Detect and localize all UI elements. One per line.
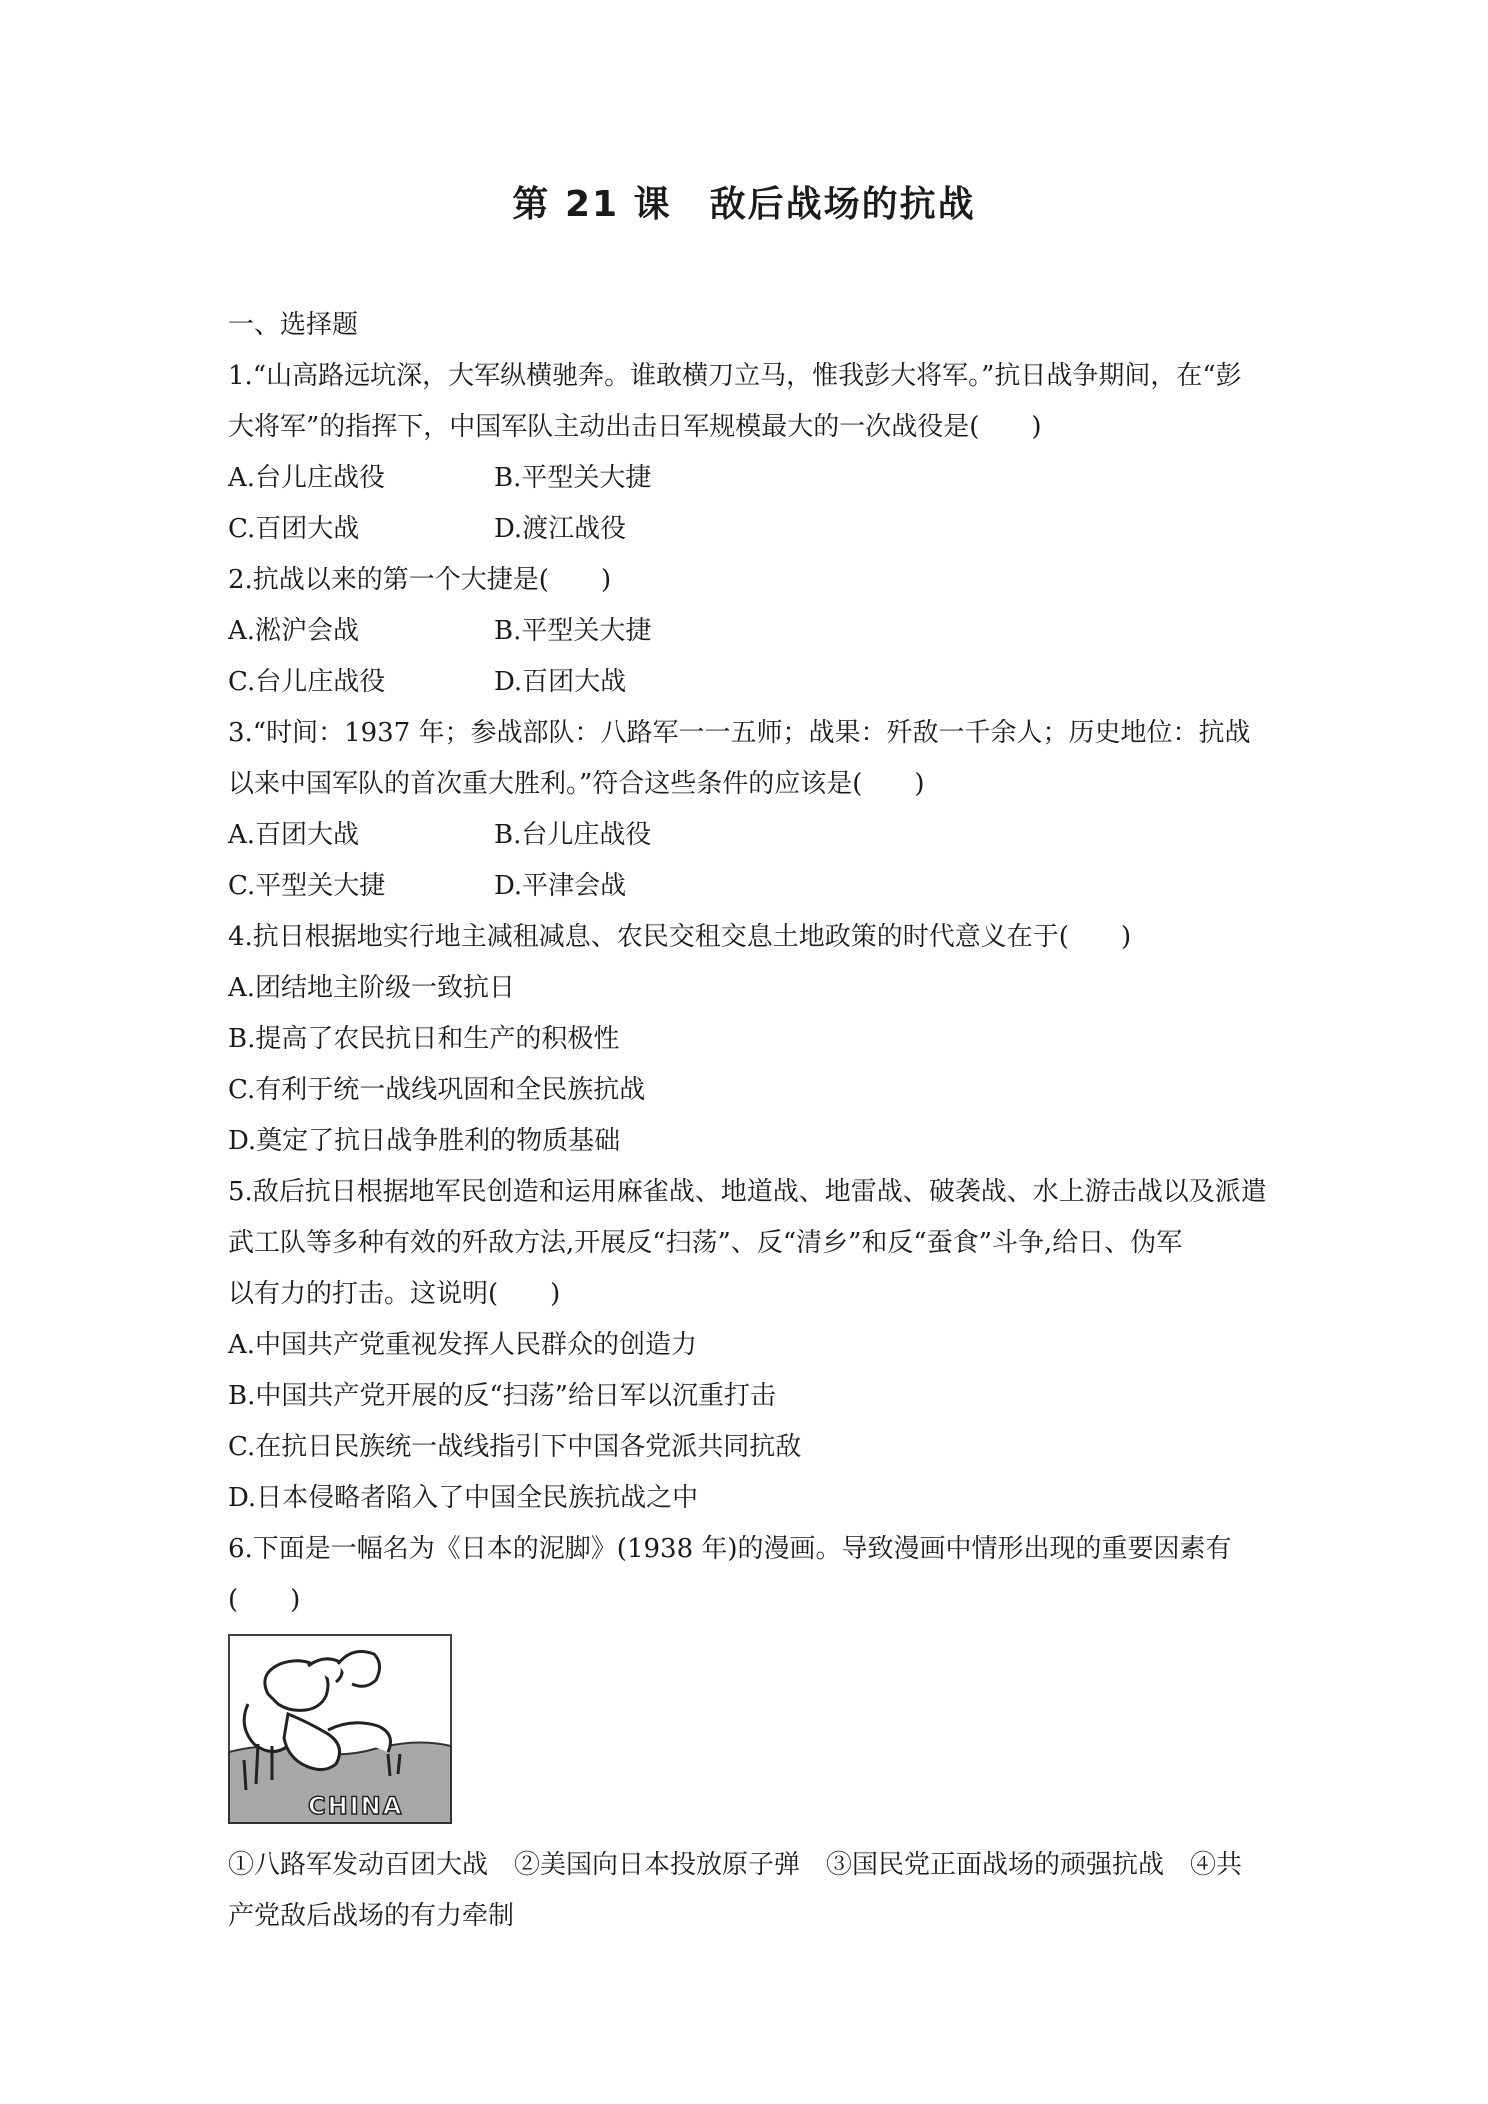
question-stem-line: 以有力的打击。这说明( ) [228, 1279, 561, 1309]
question-1 [228, 351, 1280, 555]
option-b: B.平型关大捷 [494, 463, 652, 493]
option-row [228, 606, 1280, 657]
option-a: A.淞沪会战 [228, 616, 360, 646]
statement-line: ①八路军发动百团大战 ②美国向日本投放原子弹 ③国民党正面战场的顽强抗战 ④共 [228, 1850, 1243, 1880]
option-b: B.台儿庄战役 [494, 820, 652, 850]
option-b: B.提高了农民抗日和生产的积极性 [228, 1024, 620, 1054]
cartoon-image [228, 1634, 452, 1824]
option-row [228, 504, 1280, 555]
statement-line: 产党敌后战场的有力牵制 [228, 1901, 515, 1931]
cartoon-caption: CHINA [308, 1792, 404, 1820]
question-list [228, 300, 1280, 1942]
option-c: C.平型关大捷 [228, 871, 386, 901]
question-3 [228, 708, 1280, 912]
section-heading: 一、选择题 [228, 310, 359, 340]
option-row [228, 861, 1280, 912]
question-stem-line: 4.抗日根据地实行地主减租减息、农民交租交息土地政策的时代意义在于( ) [228, 922, 1132, 952]
option-a: A.百团大战 [228, 820, 360, 850]
question-2 [228, 555, 1280, 708]
question-stem-line: 大将军”的指挥下，中国军队主动出击日军规模最大的一次战役是( ) [228, 412, 1042, 442]
option-d: D.平津会战 [494, 871, 627, 901]
question-6 [228, 1524, 1280, 1942]
option-d: D.日本侵略者陷入了中国全民族抗战之中 [228, 1483, 699, 1513]
question-stem-line: 3.“时间：1937 年；参战部队：八路军一一五师；战果：歼敌一千余人；历史地位：抗战 [228, 718, 1251, 748]
option-a: A.台儿庄战役 [228, 463, 386, 493]
option-c: C.有利于统一战线巩固和全民族抗战 [228, 1075, 646, 1105]
option-a: A.团结地主阶级一致抗日 [228, 973, 516, 1003]
option-c: C.在抗日民族统一战线指引下中国各党派共同抗敌 [228, 1432, 802, 1462]
option-row [228, 657, 1280, 708]
option-c: C.百团大战 [228, 514, 360, 544]
option-row [228, 810, 1280, 861]
option-d: D.百团大战 [494, 667, 627, 697]
option-c: C.台儿庄战役 [228, 667, 386, 697]
option-b: B.中国共产党开展的反“扫荡”给日军以沉重打击 [228, 1381, 776, 1411]
question-stem-line: 以来中国军队的首次重大胜利。”符合这些条件的应该是( ) [228, 769, 925, 799]
option-a: A.中国共产党重视发挥人民群众的创造力 [228, 1330, 698, 1360]
page-title: 第 21 课 敌后战场的抗战 [512, 184, 976, 225]
option-d: D.渡江战役 [494, 514, 627, 544]
question-stem-line: 5.敌后抗日根据地军民创造和运用麻雀战、地道战、地雷战、破袭战、水上游击战以及派遣 [228, 1177, 1267, 1207]
question-stem-line: 2.抗战以来的第一个大捷是( ) [228, 565, 612, 595]
option-b: B.平型关大捷 [494, 616, 652, 646]
question-stem-line: 1.“山高路远坑深，大军纵横驰奔。谁敢横刀立马，惟我彭大将军。”抗日战争期间，在“彭 [228, 361, 1242, 391]
option-row [228, 453, 1280, 504]
question-stem-line: 6.下面是一幅名为《日本的泥脚》(1938 年)的漫画。导致漫画中情形出现的重要因素有 [228, 1534, 1232, 1564]
question-4 [228, 912, 1280, 1167]
question-stem-line: 武工队等多种有效的歼敌方法,开展反“扫荡”、反“清乡”和反“蚕食”斗争,给日、伪军 [228, 1228, 1183, 1258]
option-d: D.奠定了抗日战争胜利的物质基础 [228, 1126, 621, 1156]
question-5 [228, 1167, 1280, 1524]
question-stem-line: ( ) [228, 1585, 301, 1615]
